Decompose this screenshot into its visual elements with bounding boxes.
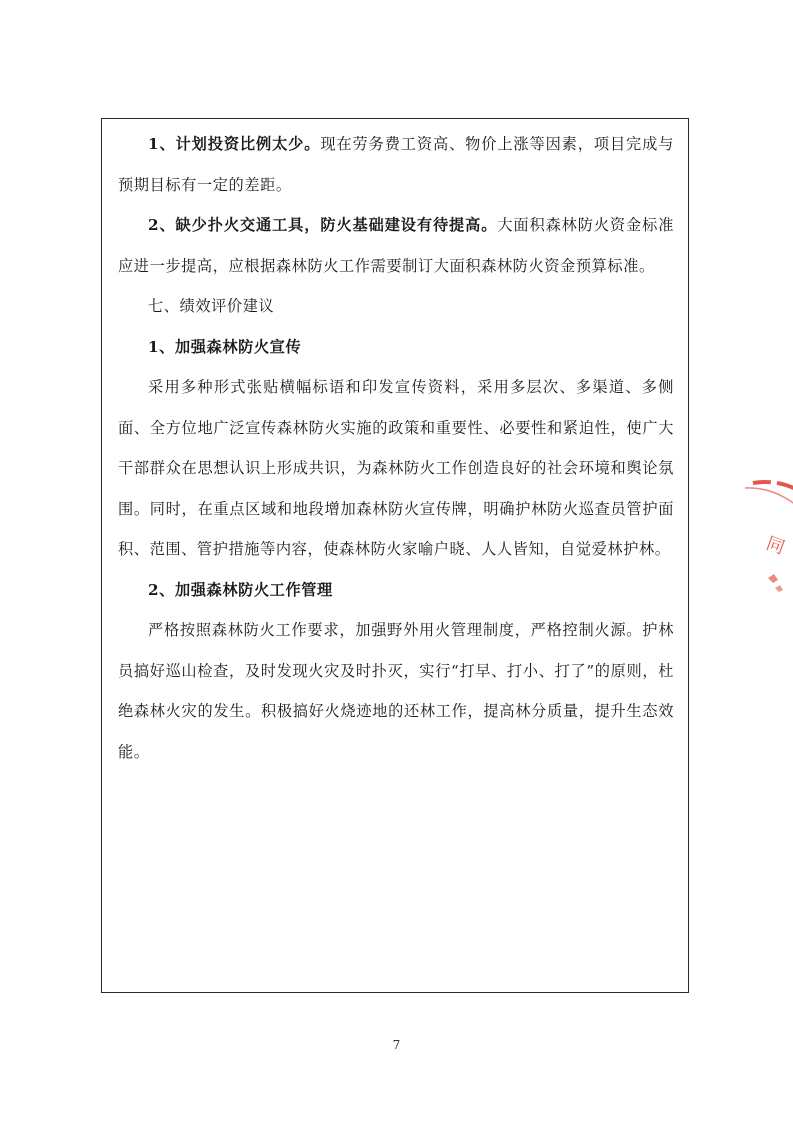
section-heading: 七、绩效评价建议 <box>148 297 275 315</box>
document-body <box>118 124 674 772</box>
issue-paragraph-1 <box>118 124 674 205</box>
subsection-1-heading: 1、加强森林防火宣传 <box>148 337 302 356</box>
subsection-1-body: 采用多种形式张贴横幅标语和印发宣传资料，采用多层次、多渠道、多侧面、全方位地广泛宣传森林防火实施的政策和重要性、必要性和紧迫性，使广大干部群众在思想认识上形成共识，为森林防火工作创造良好的社会环境和舆论氛围。同时，在重点区域和地段增加森林防火宣传牌，明确护林防火巡查员管护面积、范围、管护措施等内容，使森林防火家喻户晓、人人皆知，自觉爱林护林。 <box>118 378 674 558</box>
page-number: 7 <box>392 1038 401 1052</box>
subsection-2-body: 严格按照森林防火工作要求，加强野外用火管理制度，严格控制火源。护林员搞好巡山检查，及时发现火灾及时扑灭，实行“打早、打小、打了”的原则，杜绝森林火灾的发生。积极搞好火烧迹地的还林工作，提高林分质量，提升生态效能。 <box>118 621 674 761</box>
svg-text:同: 同 <box>763 532 788 559</box>
issue-1-text: 现在劳务费工资高、物价上涨等因素，项目完成与预期目标有一定的差距。 <box>118 135 675 194</box>
issue-2-text: 大面积森林防火资金标准应进一步提高，应根据森林防火工作需要制订大面积森林防火资金预算标准。 <box>118 216 674 275</box>
issue-1-heading: 1、计划投资比例太少。 <box>148 135 321 153</box>
issue-paragraph-2 <box>118 205 674 286</box>
issue-2-heading: 2、缺少扑火交通工具，防火基础建设有待提高。 <box>148 216 498 234</box>
red-seal-stamp <box>713 468 793 618</box>
subsection-2-heading: 2、加强森林防火工作管理 <box>148 580 333 599</box>
